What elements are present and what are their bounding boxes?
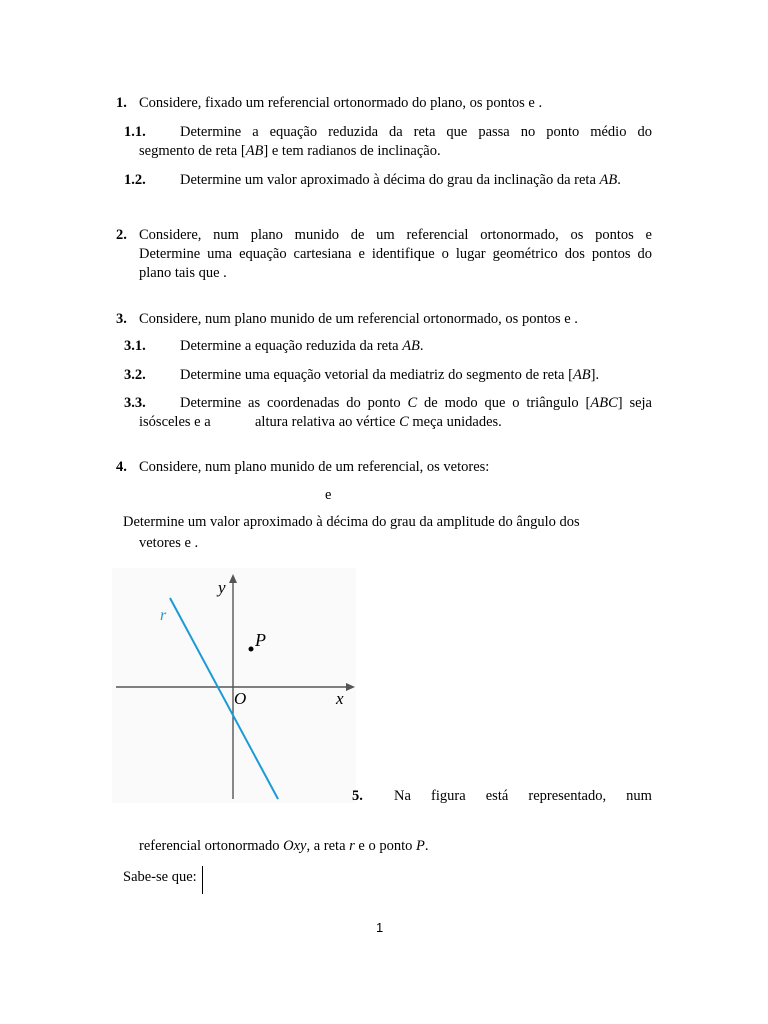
q2-number: 2.	[116, 227, 127, 243]
word: um	[376, 227, 395, 243]
q3-2-number: 3.2.	[124, 367, 146, 383]
word: e	[645, 227, 652, 243]
word: ponto	[367, 395, 401, 411]
line-r-label: r	[160, 607, 167, 624]
q3-text: Considere, num plano munido de um referencial ortonormado, os pontos e .	[139, 311, 578, 327]
y-axis-label: y	[218, 578, 226, 597]
word: no	[520, 124, 536, 140]
q3-2-text: Determine uma equação vetorial da mediatriz do segmento de reta [AB].	[180, 367, 600, 383]
q4-text: Considere, num plano munido de um referencial, os vetores:	[139, 459, 490, 475]
q5-number: 5.	[352, 788, 363, 804]
word: plano	[250, 227, 283, 243]
q1-1-line1	[180, 123, 652, 141]
word: geométrico	[492, 246, 558, 262]
word: a	[252, 124, 259, 140]
q1-1-number: 1.1.	[124, 124, 146, 140]
q4-line2: vetores e .	[139, 535, 199, 551]
word: passa	[478, 124, 510, 140]
text-cursor	[202, 866, 203, 894]
q3-3-number: 3.3.	[124, 395, 146, 411]
word: ortonormado,	[480, 227, 559, 243]
word: o	[512, 395, 520, 411]
q3-3-line2b: altura relativa ao vértice C meça unidades.	[255, 414, 502, 430]
q1-2-text: Determine um valor aproximado à décima do grau da inclinação da reta AB.	[180, 172, 621, 188]
x-axis-label: x	[336, 689, 344, 708]
word: uma	[207, 246, 233, 262]
word: triângulo	[526, 395, 579, 411]
page-number: 1	[376, 920, 384, 935]
word: modo	[444, 395, 478, 411]
word: identifique	[371, 246, 435, 262]
q3-3-line2a: isósceles e a	[139, 414, 211, 430]
word: referencial	[406, 227, 469, 243]
word: pontos	[591, 246, 631, 262]
q1-1-line2: segmento de reta [AB] e tem radianos de inclinação.	[139, 143, 441, 159]
q4-number: 4.	[116, 459, 127, 475]
q3-number: 3.	[116, 311, 127, 327]
word: lugar	[455, 246, 486, 262]
word: de	[424, 395, 438, 411]
q3-1-text: Determine a equação reduzida da reta AB.	[180, 338, 424, 354]
figure-background	[112, 568, 356, 803]
word: munido	[294, 227, 339, 243]
q1-text: Considere, fixado um referencial ortonormado do plano, os pontos e .	[139, 95, 543, 111]
point-p	[249, 647, 254, 652]
word: cartesiana	[293, 246, 352, 262]
word: Na	[394, 788, 411, 804]
word: equação	[239, 246, 287, 262]
q4-connector: e	[325, 487, 332, 503]
word: Determine	[180, 124, 242, 140]
word: do	[637, 124, 652, 140]
word: os	[570, 227, 584, 243]
word: [ABC]	[585, 395, 623, 411]
q1-2-number: 1.2.	[124, 172, 146, 188]
word: num	[626, 788, 652, 804]
word: representado,	[528, 788, 607, 804]
word: reta	[413, 124, 436, 140]
q5-line3: Sabe-se que:	[123, 869, 197, 885]
word: C	[407, 395, 418, 411]
q2-line1	[139, 226, 652, 244]
q3-3-line1	[180, 394, 652, 412]
word: Determine	[139, 246, 201, 262]
word: dos	[564, 246, 585, 262]
q4-line1: Determine um valor aproximado à décima do grau da amplitude do ângulo dos	[123, 514, 580, 530]
word: do	[637, 246, 652, 262]
figure	[112, 568, 356, 803]
word: de	[350, 227, 365, 243]
word: as	[248, 395, 261, 411]
word: seja	[629, 395, 652, 411]
q3-1-number: 3.1.	[124, 338, 146, 354]
word: do	[346, 395, 361, 411]
q2-line3: plano tais que .	[139, 265, 227, 281]
word: coordenadas	[266, 395, 340, 411]
word: Determine	[180, 395, 242, 411]
q5-line1	[394, 787, 652, 805]
point-p-label: P	[255, 630, 266, 650]
word: está	[485, 788, 509, 804]
origin-label: O	[234, 689, 247, 708]
word: e	[358, 246, 365, 262]
word: equação	[269, 124, 318, 140]
word: figura	[431, 788, 466, 804]
word: Considere,	[139, 227, 202, 243]
word: pontos	[595, 227, 634, 243]
word: reduzida	[328, 124, 379, 140]
word: num	[213, 227, 239, 243]
word: ponto	[546, 124, 580, 140]
figure-svg	[112, 568, 356, 803]
word: que	[484, 395, 506, 411]
word: o	[441, 246, 449, 262]
word: médio	[590, 124, 627, 140]
q5-line2: referencial ortonormado Oxy, a reta r e o ponto P.	[139, 838, 429, 854]
q2-line2	[139, 245, 652, 263]
word: que	[446, 124, 468, 140]
q1-number: 1.	[116, 95, 127, 111]
word: da	[389, 124, 403, 140]
